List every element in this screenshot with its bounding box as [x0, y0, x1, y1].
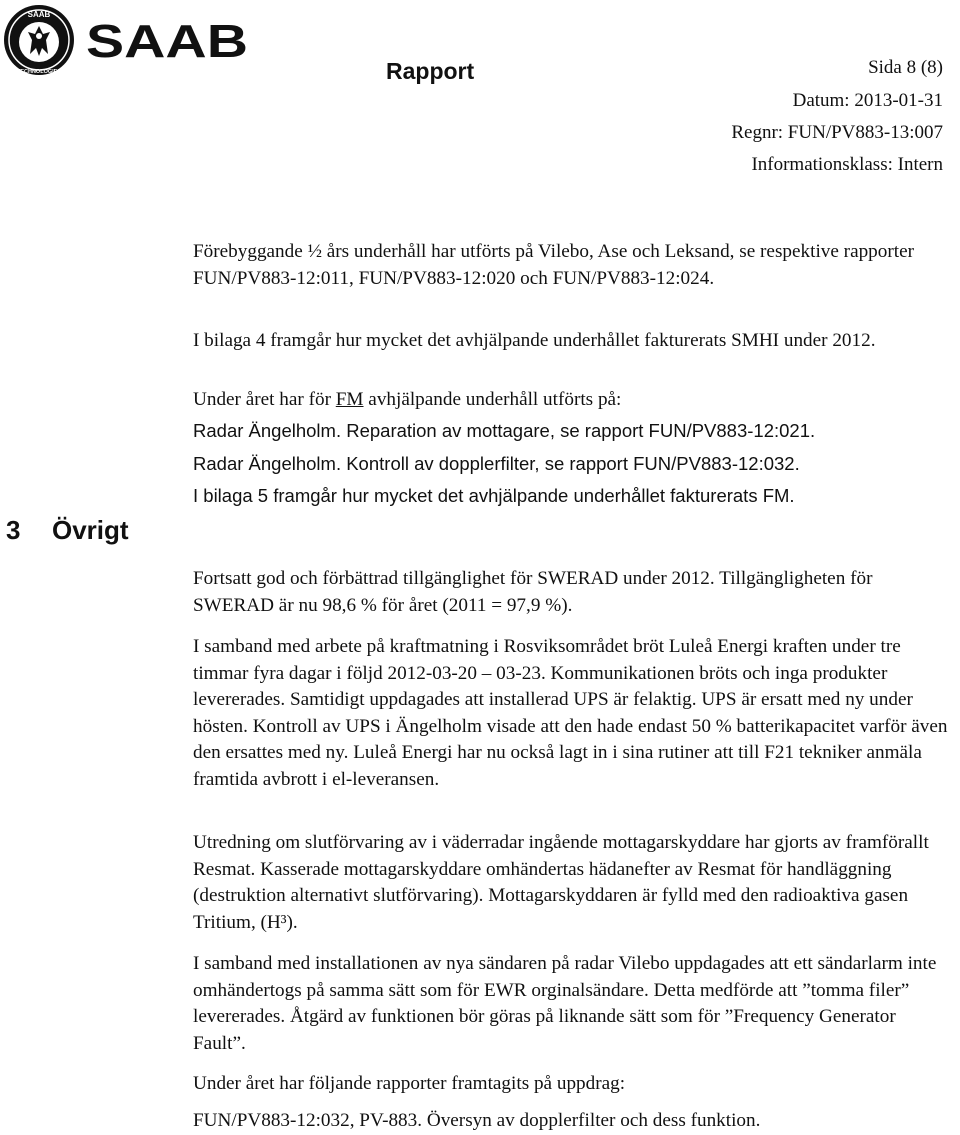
paragraph-power-outage: I samband med arbete på kraftmatning i Rosviksområdet bröt Luleå Energi kraften under tre timmar fyra dagar i följd 2012-03-20 – 03-23. Kommunikationen bröts och inga produkter levererades. Samtidigt uppdagades att installerad UPS är felaktig. UPS är ersatt med ny under hösten. Kontroll av UPS i Ängelholm visade att den hade endast 50 % batterikapacitet varför även den ersattes med ny. Luleå Energi har nu också lagt in i sina rutiner att till F21 tekniker anmäla framtida avbrott i el-leveransen.	[193, 636, 948, 790]
section-heading	[6, 515, 129, 546]
fm-item: Radar Ängelholm. Kontroll av dopplerfilter, se rapport FUN/PV883-12:032.	[193, 453, 800, 474]
paragraph-reports-intro: Under året har följande rapporter framtagits på uppdrag:	[193, 1073, 626, 1094]
paragraph-availability: Fortsatt god och förbättrad tillgänglighet för SWERAD under 2012. Tillgängligheten för SWERAD är nu 98,6 % för året (2011 = 97,9 %).	[193, 568, 873, 616]
document-type: Rapport	[386, 58, 475, 84]
paragraph-fm-intro	[193, 387, 953, 414]
paragraph-preventive-maintenance: Förebyggande ½ års underhåll har utförts på Vilebo, Ase och Leksand, se respektive rapporter FUN/PV883-12:011, FUN/PV883-12:020 och FUN/PV883-12:024.	[193, 241, 915, 289]
fm-abbreviation: FM	[335, 389, 364, 410]
fm-item: Radar Ängelholm. Reparation av mottagare, se rapport FUN/PV883-12:021.	[193, 420, 816, 441]
registration-number: Regnr: FUN/PV883-13:007	[731, 122, 943, 143]
page-number: Sida 8 (8)	[868, 57, 943, 78]
paragraph-receiver-protector: Utredning om slutförvaring av i väderradar ingående mottagarskyddare har gjorts av framförallt Resmat. Kasserade mottagarskyddare omhändertas hädanefter av Resmat för handläggning (destruktion alternativt slutförvaring). Mottagarskyddaren är fylld med den radioaktiva gasen Tritium, (H³).	[193, 832, 929, 933]
fm-intro-before: Under året har för	[193, 389, 336, 410]
paragraph-transmitter-alarm: I samband med installationen av nya sändaren på radar Vilebo uppdagades att ett sändarlarm inte omhändertogs på samma sätt som för EWR orginalsändare. Detta medförde att ”tomma filer” levererades. Åtgärd av funktionen bör göras på liknande sätt som för ”Frequency Generator Fault”.	[193, 953, 937, 1054]
saab-badge-logo	[2, 2, 76, 78]
paragraph-appendix-4: I bilaga 4 framgår hur mycket det avhjälpande underhållet fakturerats SMHI under 2012.	[193, 330, 876, 351]
section-number: 3	[6, 515, 21, 545]
svg-text:TECHNOLOGIES: TECHNOLOGIES	[16, 69, 62, 75]
paragraph-report-item: FUN/PV883-12:032, PV-883. Översyn av dopplerfilter och dess funktion.	[193, 1110, 761, 1131]
section-title: Övrigt	[52, 515, 129, 545]
information-class: Informationsklass: Intern	[751, 154, 943, 175]
saab-wordmark-logo	[86, 16, 250, 66]
svg-text:SAAB: SAAB	[86, 16, 248, 66]
document-date: Datum: 2013-01-31	[792, 90, 943, 111]
fm-intro-after: avhjälpande underhåll utförts på:	[363, 389, 622, 410]
svg-text:SAAB: SAAB	[27, 10, 51, 19]
fm-item: I bilaga 5 framgår hur mycket det avhjälpande underhållet fakturerats FM.	[193, 485, 795, 506]
